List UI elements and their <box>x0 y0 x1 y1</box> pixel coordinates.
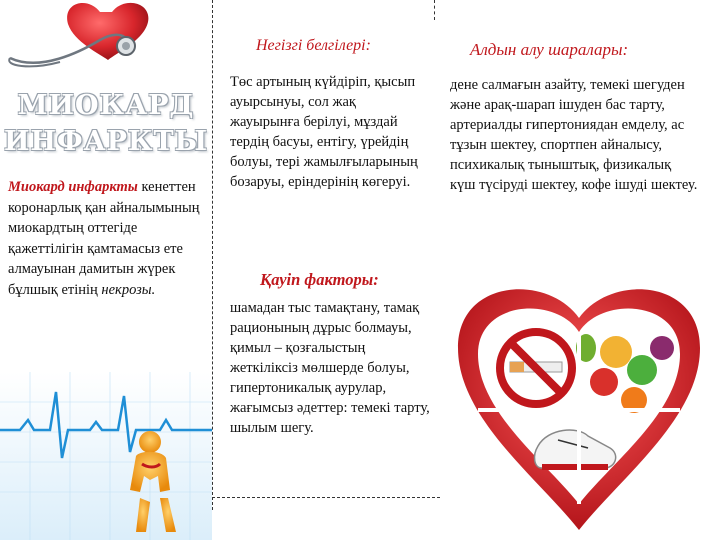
definition-paragraph <box>8 177 208 300</box>
heart-lifestyle-collage-image <box>438 278 720 540</box>
symptoms-heading: Негізгі белгілері: <box>256 37 371 54</box>
symptoms-text: Төс артының күйдіріп, қысып ауырсынуы, сол жақ жауырынға берілуі, мұздай тердің басуы, ентігу, үрейдің болуы, тері жамылғыларының бозаруы, еріндерінің көгеруі. <box>230 74 418 190</box>
prevention-heading: Алдын алу шаралары: <box>470 40 629 59</box>
risk-heading: Қауіп факторы: <box>260 270 379 289</box>
page-title <box>0 88 212 160</box>
no-smoking-icon <box>500 332 572 404</box>
title-line-2: ИНФАРКТЫ <box>3 126 209 157</box>
risk-text: шамадан тыс тамақтану, тамақ рационының дұрыс болмауы, қимыл – қозғалыстың жеткіліксіз мөлшерде болуы, гипертоникалық аурулар, жағымсыз әдеттер: темекі тарту, шылым шегу. <box>230 300 430 436</box>
ecg-chest-pain-image <box>0 372 212 540</box>
right-panel <box>434 0 720 540</box>
definition-term: Миокард инфаркты <box>8 179 138 195</box>
definition-end: некрозы. <box>101 281 156 298</box>
middle-panel <box>212 0 434 540</box>
title-line-1: МИОКАРД <box>17 90 195 121</box>
heart-stethoscope-image <box>0 0 212 75</box>
prevention-text: дене салмағын азайту, темекі шегуден және арақ-шарап ішуден бас тарту, артериалды гипертониядан емделу, ас тұзын шектеу, спортпен айналысу, психикалық тыныштық, физикалық күш түсіруді шектеу, кофе ішуді шектеу. <box>450 77 698 193</box>
definition-body: кенеттен коронарлық қан айналымының миокардтың оттегіде қажеттілігін қамтамасыз ете алмауынан дамитын жүрек бұлшық етінің <box>8 179 200 298</box>
left-panel <box>0 0 212 540</box>
